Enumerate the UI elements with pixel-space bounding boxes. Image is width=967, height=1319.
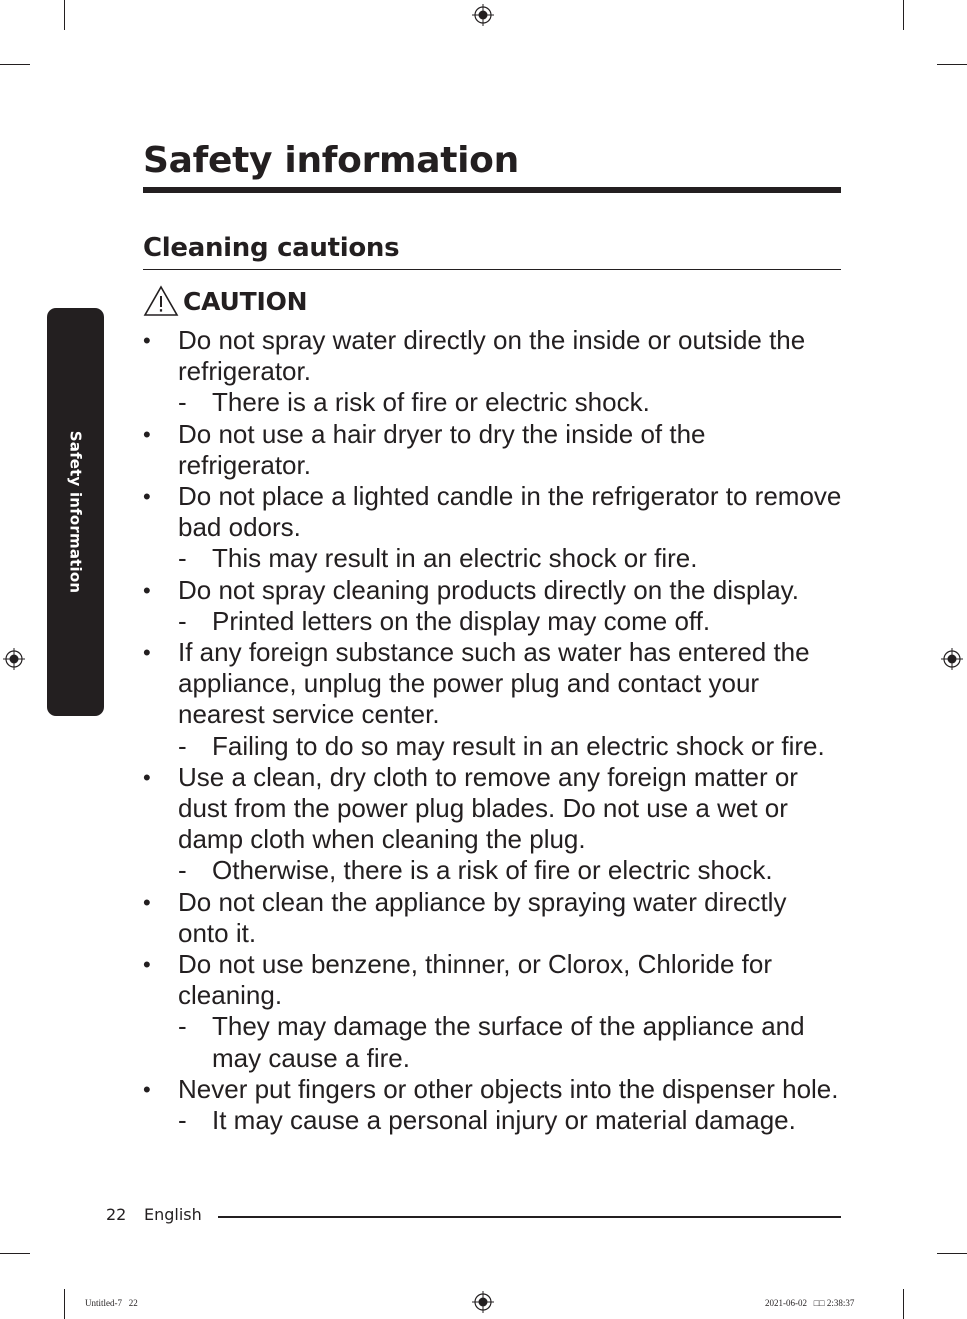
sub-item [178,731,843,762]
caution-list [143,325,843,1136]
crop-mark [64,1289,65,1319]
warning-triangle-icon [143,285,179,317]
dash: - [178,730,187,761]
crop-mark [937,1253,967,1254]
list-item [143,949,843,1074]
item-text: Do not place a lighted candle in the refrigerator to remove bad odors. [178,481,842,543]
sub-item [178,855,843,886]
bullet: • [143,889,151,915]
section-rule [143,269,841,270]
footer-rule [218,1216,841,1218]
bullet: • [143,640,151,666]
list-item [143,762,843,887]
list-item [143,1074,843,1136]
registration-mark-icon [3,648,25,670]
list-item [143,419,843,481]
item-text: Use a clean, dry cloth to remove any foreign matter or dust from the power plug blades. Do not use a wet or damp cloth when cleaning the plug. [178,761,798,855]
sub-item-text: This may result in an electric shock or fire. [212,543,698,574]
sub-item-text: Otherwise, there is a risk of fire or electric shock. [212,855,773,886]
sub-item [178,543,843,574]
item-text: Do not spray cleaning products directly on the display. [178,574,799,605]
dash: - [178,543,187,574]
item-text: If any foreign substance such as water has entered the appliance, unplug the power plug and contact your nearest service center. [178,637,810,730]
bullet: • [143,764,151,790]
slug-file-info: Untitled-7 22 [85,1298,138,1308]
caution-label: CAUTION [183,286,308,316]
dash: - [178,605,187,636]
caution-heading [143,285,307,317]
dash: - [178,1011,187,1042]
bullet: • [143,1076,151,1102]
dash: - [178,387,187,418]
list-item [143,481,843,575]
list-item [143,637,843,762]
list-item [143,887,843,949]
crop-mark [64,0,65,30]
footer-language: English [144,1205,202,1224]
sub-item-text: They may damage the surface of the appliance and may cause a fire. [212,1011,805,1073]
bullet: • [143,328,151,353]
sub-item-text: It may cause a personal injury or material damage. [212,1105,796,1136]
list-item [143,325,843,419]
registration-mark-icon [472,4,494,26]
page-title: Safety information [143,140,519,181]
dash: - [178,855,187,886]
crop-mark [937,64,967,65]
sub-item [178,387,843,418]
item-text: Do not use a hair dryer to dry the inside of the refrigerator. [178,418,706,480]
sub-item [178,1011,843,1073]
slug-timestamp: 2021-06-02 □□ 2:38:37 [765,1298,855,1308]
sub-item [178,606,843,637]
list-item [143,575,843,637]
bullet: • [143,484,151,510]
sub-item-text: There is a risk of fire or electric shock. [212,387,650,418]
crop-mark [903,0,904,30]
crop-mark [903,1289,904,1319]
page-number: 22 [106,1205,127,1224]
item-text: Never put fingers or other objects into the dispenser hole. [178,1073,839,1104]
item-text: Do not spray water directly on the inside or outside the refrigerator. [178,325,806,387]
bullet: • [143,952,151,978]
sub-item [178,1105,843,1136]
sub-item-text: Printed letters on the display may come off. [212,605,711,636]
registration-mark-icon [472,1291,494,1313]
bullet: • [143,577,151,603]
dash: - [178,1105,187,1136]
registration-mark-icon [941,648,963,670]
crop-mark [0,1253,30,1254]
item-text: Do not clean the appliance by spraying water directly onto it. [178,886,787,948]
title-rule [143,187,841,193]
crop-mark [0,64,30,65]
side-tab [47,308,104,716]
bullet: • [143,421,151,447]
side-tab-label: Safety information [66,430,85,594]
section-title: Cleaning cautions [143,233,400,263]
sub-item-text: Failing to do so may result in an electric shock or fire. [212,730,825,761]
item-text: Do not use benzene, thinner, or Clorox, Chloride for cleaning. [178,949,773,1011]
